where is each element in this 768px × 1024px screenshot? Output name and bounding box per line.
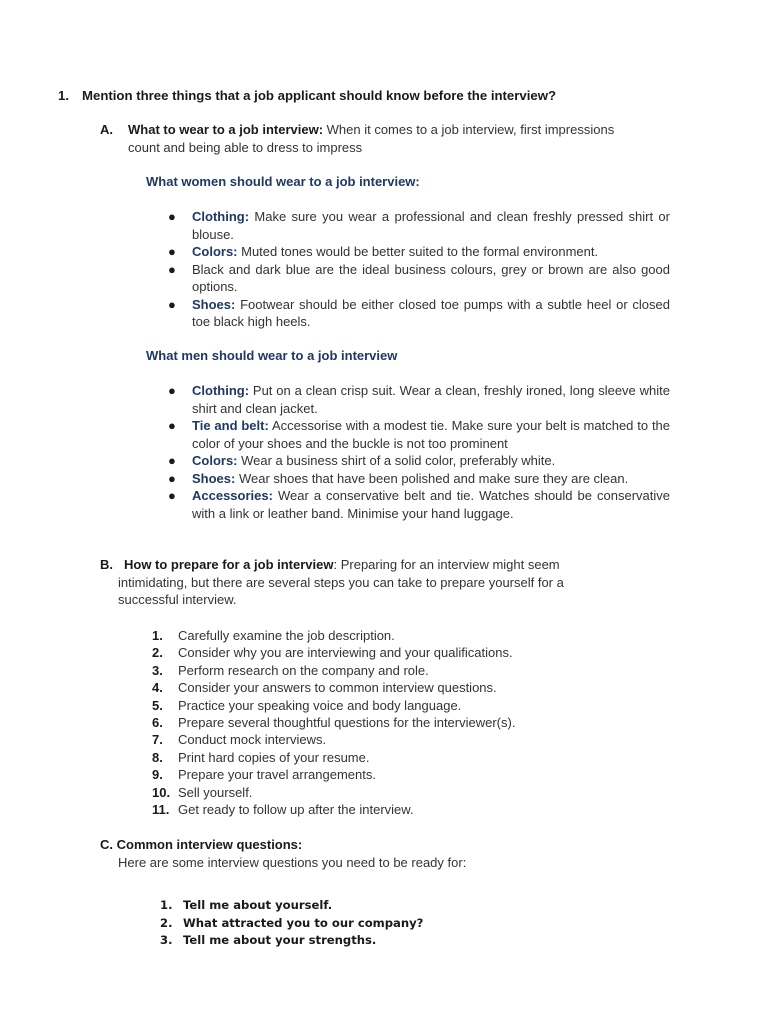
- item-text: Put on a clean crisp suit. Wear a clean, freshly ironed, long sleeve white shirt and clean jacket.: [192, 383, 670, 416]
- question-text: Mention three things that a job applicant should know before the interview?: [82, 88, 557, 103]
- section-b: [100, 556, 640, 609]
- section-b-label: How to prepare for a job interview: [124, 557, 334, 572]
- section-c-text: Here are some interview questions you need to be ready for:: [118, 854, 467, 870]
- bullet-icon: ●: [168, 453, 176, 468]
- step-number: 3.: [152, 662, 163, 678]
- question-item-number: 2.: [160, 915, 173, 930]
- item-label: Shoes:: [192, 296, 236, 312]
- step-number: 7.: [152, 732, 163, 748]
- step-text: Sell yourself.: [178, 784, 253, 800]
- list-item: [160, 382, 670, 417]
- list-item: [160, 487, 670, 522]
- men-heading: What men should wear to a job interview: [146, 348, 398, 363]
- list-item: [152, 644, 632, 661]
- item-text: Black and dark blue are the ideal business colours, grey or brown are also good options.: [192, 261, 670, 294]
- list-item: [160, 243, 670, 261]
- section-b-text-2: intimidating, but there are several steps you can take to prepare yourself for a: [118, 574, 564, 590]
- bullet-icon: ●: [168, 488, 176, 503]
- preparation-steps-list: [152, 627, 632, 818]
- list-item: [160, 296, 670, 331]
- step-text: Practice your speaking voice and body language.: [178, 697, 462, 713]
- item-label: Colors:: [192, 244, 238, 259]
- bullet-icon: ●: [168, 209, 176, 224]
- step-number: 4.: [152, 680, 163, 696]
- section-c-label: C. Common interview questions:: [100, 837, 303, 852]
- item-text: Wear shoes that have been polished and make sure they are clean.: [235, 470, 629, 486]
- step-number: 11.: [152, 802, 170, 818]
- step-number: 2.: [152, 645, 163, 661]
- step-number: 9.: [152, 767, 163, 783]
- question-item-number: 1.: [160, 898, 173, 912]
- bullet-icon: ●: [168, 261, 176, 277]
- step-text: Get ready to follow up after the interview.: [178, 802, 414, 818]
- bullet-icon: ●: [168, 296, 176, 312]
- list-item: [152, 627, 632, 644]
- item-label: Accessories:: [192, 488, 273, 503]
- list-item: [152, 766, 632, 783]
- step-text: Consider why you are interviewing and your qualifications.: [178, 645, 513, 661]
- list-item: [152, 697, 632, 714]
- section-a: [100, 121, 670, 156]
- section-a-label: What to wear to a job interview:: [128, 122, 324, 137]
- list-item: [160, 417, 670, 452]
- bullet-icon: ●: [168, 418, 176, 433]
- item-label: Tie and belt:: [192, 418, 269, 433]
- list-item: [160, 897, 423, 915]
- section-b-text-3: successful interview.: [118, 592, 237, 607]
- step-number: 6.: [152, 715, 163, 731]
- item-label: Clothing:: [192, 383, 250, 398]
- section-a-letter: A.: [100, 122, 113, 137]
- step-text: Perform research on the company and role.: [178, 662, 429, 678]
- item-text: Footwear should be either closed toe pumps with a subtle heel or closed toe black high heels.: [192, 296, 670, 329]
- item-text: Muted tones would be better suited to the formal environment.: [237, 244, 599, 259]
- item-label: Clothing:: [192, 209, 250, 224]
- section-b-text-1: : Preparing for an interview might seem: [333, 557, 560, 572]
- question-item-text: Tell me about yourself.: [183, 898, 333, 912]
- list-item: [152, 731, 632, 748]
- question-item-number: 3.: [160, 933, 173, 948]
- list-item: [152, 801, 632, 818]
- item-label: Colors:: [192, 453, 238, 468]
- list-item: [152, 714, 632, 731]
- step-text: Carefully examine the job description.: [178, 628, 395, 643]
- step-text: Print hard copies of your resume.: [178, 749, 370, 765]
- question-heading: [58, 88, 556, 103]
- step-text: Consider your answers to common interview questions.: [178, 680, 497, 696]
- women-heading: What women should wear to a job interview:: [146, 174, 420, 189]
- women-list: [160, 208, 670, 331]
- step-number: 10.: [152, 784, 171, 800]
- step-text: Prepare several thoughtful questions for the interviewer(s).: [178, 715, 516, 731]
- interview-questions-list: [160, 897, 423, 950]
- list-item: [160, 915, 423, 933]
- list-item: [152, 784, 632, 801]
- step-number: 8.: [152, 749, 163, 765]
- list-item: [152, 749, 632, 766]
- step-text: Prepare your travel arrangements.: [178, 767, 376, 783]
- item-label: Shoes:: [192, 470, 236, 486]
- step-text: Conduct mock interviews.: [178, 732, 327, 748]
- item-text: Wear a conservative belt and tie. Watches should be conservative with a link or leather band. Minimise your hand luggage.: [192, 488, 670, 521]
- list-item: [152, 662, 632, 679]
- list-item: [160, 470, 670, 488]
- bullet-icon: ●: [168, 244, 176, 259]
- list-item: [160, 452, 670, 470]
- question-number: 1.: [58, 88, 69, 103]
- list-item: [160, 208, 670, 243]
- bullet-icon: ●: [168, 383, 176, 398]
- question-item-text: Tell me about your strengths.: [183, 933, 377, 948]
- question-item-text: What attracted you to our company?: [183, 915, 424, 930]
- item-text: Wear a business shirt of a solid color, preferably white.: [237, 453, 556, 468]
- section-b-letter: B.: [100, 557, 113, 572]
- men-list: [160, 382, 670, 522]
- item-text: Accessorise with a modest tie. Make sure your belt is matched to the color of your shoes and the buckle is not too prominent: [192, 418, 671, 451]
- section-c: [100, 836, 466, 871]
- step-number: 5.: [152, 697, 163, 713]
- list-item: [160, 932, 423, 950]
- bullet-icon: ●: [168, 470, 176, 486]
- step-number: 1.: [152, 628, 163, 643]
- item-text: Make sure you wear a professional and clean freshly pressed shirt or blouse.: [192, 209, 670, 242]
- section-a-text-1: When it comes to a job interview, first impressions: [323, 122, 615, 137]
- list-item: [160, 261, 670, 296]
- section-a-text-2: count and being able to dress to impress: [128, 139, 363, 155]
- list-item: [152, 679, 632, 696]
